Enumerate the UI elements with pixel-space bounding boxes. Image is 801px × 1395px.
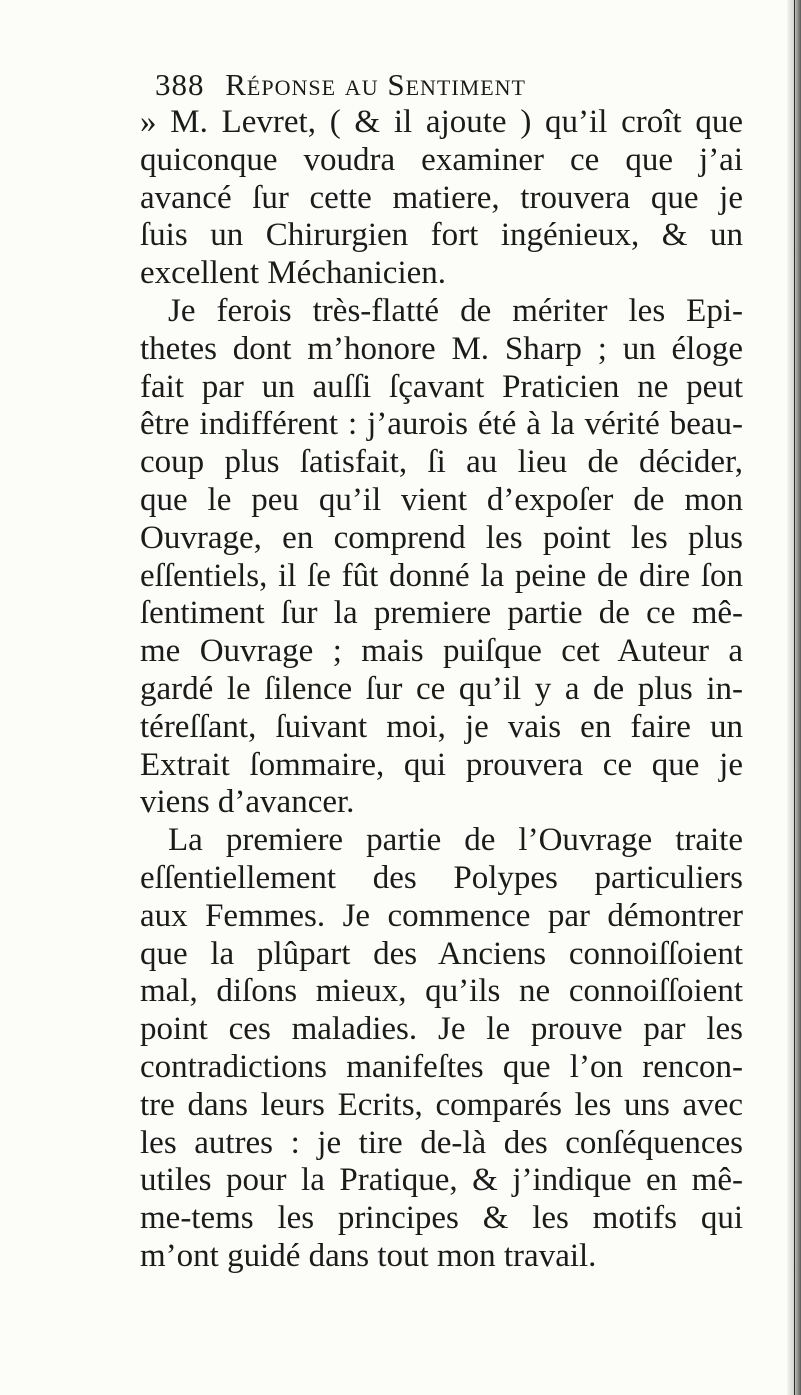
text-line: coup plus ſatisfait, ſi au lieu de décider, bbox=[140, 444, 743, 481]
text-line: gardé le ſilence ſur ce qu’il y a de plus in- bbox=[140, 670, 743, 707]
text-line: me-tems les principes & les motifs qui bbox=[140, 1200, 743, 1237]
text-line: aux Femmes. Je commence par démontrer bbox=[140, 897, 743, 934]
text-line: Je ferois très-flatté de mériter les Epi- bbox=[168, 292, 743, 329]
text-line: me Ouvrage ; mais puiſque cet Auteur a bbox=[140, 633, 743, 670]
text-line: mal, diſons mieux, qu’ils ne connoiſſoient bbox=[140, 973, 743, 1010]
text-line: être indifférent : j’aurois été à la vérité beau- bbox=[140, 406, 743, 443]
running-head-title: Réponse au Sentiment bbox=[225, 67, 526, 102]
text-line: ſuis un Chirurgien fort ingénieux, & un bbox=[140, 217, 743, 254]
text-line: excellent Méchanicien. bbox=[140, 255, 447, 292]
text-line: quiconque voudra examiner ce que j’ai bbox=[140, 141, 743, 178]
text-line: m’ont guidé dans tout mon travail. bbox=[140, 1237, 597, 1274]
text-line: tre dans leurs Ecrits, comparés les uns avec bbox=[140, 1086, 743, 1123]
text-line: » M. Levret, ( & il ajoute ) qu’il croît que bbox=[140, 104, 743, 140]
text-line: les autres : je tire de-là des conſéquences bbox=[140, 1124, 743, 1161]
body-text bbox=[140, 104, 743, 1276]
text-line: téreſſant, ſuivant moi, je vais en faire un bbox=[140, 708, 743, 745]
text-line: Ouvrage, en comprend les point les plus bbox=[140, 519, 743, 556]
text-line: viens d’avancer. bbox=[140, 784, 355, 821]
text-line: avancé ſur cette matiere, trouvera que je bbox=[140, 179, 743, 216]
text-line: utiles pour la Pratique, & j’indique en mê- bbox=[140, 1162, 743, 1199]
text-line: ſentiment ſur la premiere partie de ce mê- bbox=[140, 595, 743, 632]
text-line: que le peu qu’il vient d’expoſer de mon bbox=[140, 481, 743, 518]
text-line: La premiere partie de l’Ouvrage traite bbox=[168, 822, 743, 859]
running-head bbox=[155, 67, 715, 103]
text-line: point ces maladies. Je le prouve par les bbox=[140, 1011, 743, 1048]
text-line: thetes dont m’honore M. Sharp ; un éloge bbox=[140, 330, 743, 367]
page-edge-line bbox=[794, 0, 795, 1395]
text-line: Extrait ſommaire, qui prouvera ce que je bbox=[140, 746, 743, 783]
text-line: eſſentiels, il ſe fût donné la peine de dire ſon bbox=[140, 557, 743, 594]
text-line: fait par un auſſi ſçavant Praticien ne peut bbox=[140, 368, 743, 405]
text-line: que la plûpart des Anciens connoiſſoient bbox=[140, 935, 743, 972]
text-line: eſſentiellement des Polypes particuliers bbox=[140, 859, 743, 896]
text-line: contradictions manifeſtes que l’on rencon- bbox=[140, 1048, 743, 1085]
page-number: 388 bbox=[155, 67, 205, 102]
